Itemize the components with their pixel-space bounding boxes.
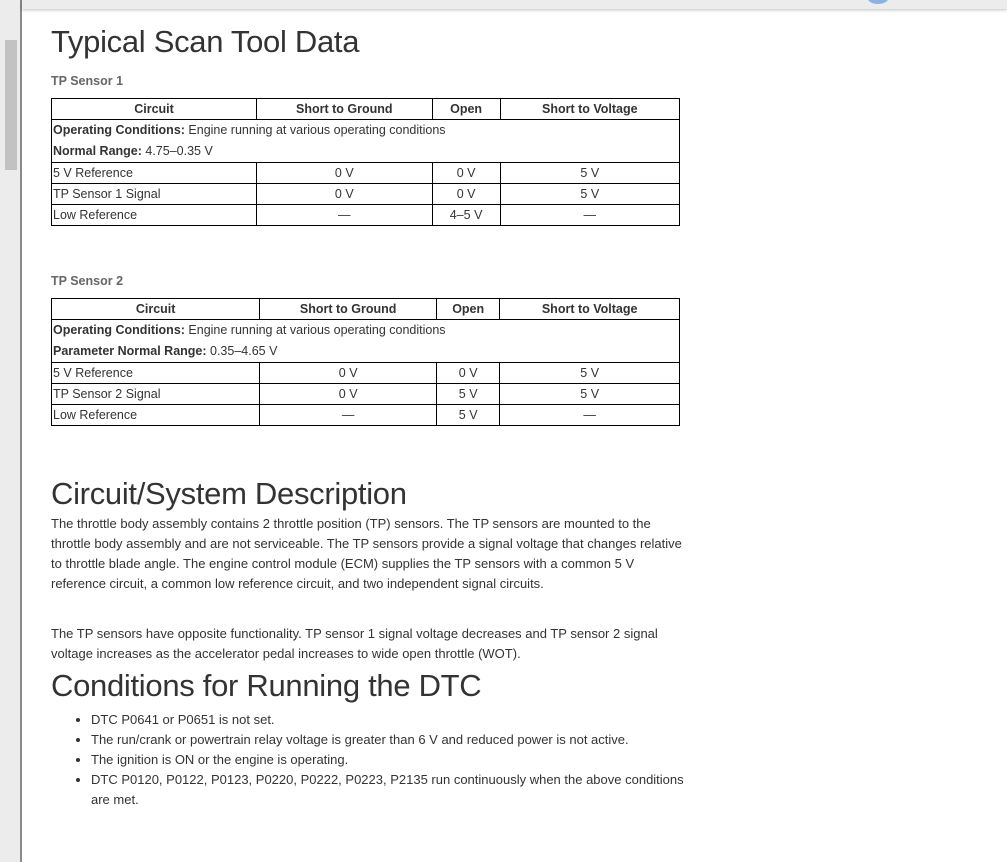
label: Operating Conditions: <box>53 323 185 337</box>
column-header: Short to Ground <box>260 299 437 320</box>
table-cell: 5 V <box>437 384 500 405</box>
table-row <box>52 163 680 184</box>
table-cell: 5 V Reference <box>52 163 257 184</box>
description-paragraph: The throttle body assembly contains 2 throttle position (TP) sensors. The TP sensors are mounted to the throttle body assembly and are not serviceable. The TP sensors provide a signal voltage that changes relative to throttle blade angle. The engine control module (ECM) supplies the TP sensors with a common 5 V reference circuit, a common low reference circuit, and two independent signal circuits. <box>51 516 682 591</box>
table-cell: Low Reference <box>52 205 257 226</box>
section-title-scan-data: Typical Scan Tool Data <box>51 24 360 59</box>
column-header: Open <box>432 99 500 120</box>
table-row <box>52 363 680 384</box>
label: Operating Conditions: <box>53 123 185 137</box>
column-header: Circuit <box>52 299 260 320</box>
table-cell: 5 V <box>437 405 500 426</box>
table-cell: 0 V <box>257 184 433 205</box>
scan-data-table <box>51 98 680 226</box>
scrollbar-thumb[interactable] <box>5 40 17 170</box>
table-cell: 5 V <box>500 384 680 405</box>
table-cell: 4–5 V <box>432 205 500 226</box>
operating-conditions <box>52 120 680 163</box>
table-cell: — <box>260 405 437 426</box>
table-cell: 5 V Reference <box>52 363 260 384</box>
column-header: Short to Voltage <box>500 99 679 120</box>
table-header-row <box>52 99 680 120</box>
list-item: • The run/crank or powertrain relay voltage is greater than 6 V and reduced power is not active. <box>91 730 691 750</box>
table-cell: — <box>500 405 680 426</box>
table-cell: TP Sensor 1 Signal <box>52 184 257 205</box>
table-row <box>52 184 680 205</box>
description-paragraph: The TP sensors have opposite functionality. TP sensor 1 signal voltage decreases and TP sensor 2 signal voltage increases as the accelerator pedal increases to wide open throttle (WOT). <box>51 626 658 661</box>
table-cell: 5 V <box>500 184 679 205</box>
table-cell: TP Sensor 2 Signal <box>52 384 260 405</box>
list-item: • DTC P0641 or P0651 is not set. <box>91 710 691 730</box>
column-header: Short to Ground <box>257 99 433 120</box>
table-title: TP Sensor 2 <box>51 274 124 288</box>
table-row <box>52 384 680 405</box>
table-cell: 0 V <box>437 363 500 384</box>
table-cell: 0 V <box>257 163 433 184</box>
operating-conditions <box>52 320 680 363</box>
column-header: Short to Voltage <box>500 299 680 320</box>
list-item: • DTC P0120, P0122, P0123, P0220, P0222, P0223, P2135 run continuously when the above conditions are met. <box>91 770 691 810</box>
toolbar-icon[interactable] <box>867 0 889 4</box>
table-row <box>52 405 680 426</box>
label: Normal Range: <box>53 144 142 158</box>
table-cell: 0 V <box>432 163 500 184</box>
value: Engine running at various operating conditions <box>184 123 446 137</box>
value: Engine running at various operating conditions <box>184 323 446 337</box>
table-cell: — <box>257 205 433 226</box>
section-title-description: Circuit/System Description <box>51 476 407 511</box>
column-header: Circuit <box>52 99 257 120</box>
table-title: TP Sensor 1 <box>51 74 124 88</box>
table-header-row <box>52 299 680 320</box>
conditions-list <box>51 710 691 810</box>
top-toolbar <box>22 0 1007 9</box>
table-cell: Low Reference <box>52 405 260 426</box>
table-cell: 5 V <box>500 363 680 384</box>
value: 0.35–4.65 V <box>206 344 278 358</box>
column-header: Open <box>437 299 500 320</box>
table-cell: 5 V <box>500 163 679 184</box>
scrollbar[interactable] <box>0 0 22 862</box>
table-cell: 0 V <box>432 184 500 205</box>
table-row <box>52 205 680 226</box>
table-cell: — <box>500 205 679 226</box>
section-title-conditions: Conditions for Running the DTC <box>51 668 482 703</box>
label: Parameter Normal Range: <box>53 344 207 358</box>
value: 4.75–0.35 V <box>141 144 213 158</box>
document-content <box>51 22 691 810</box>
scan-data-table <box>51 298 680 426</box>
table-cell: 0 V <box>260 384 437 405</box>
list-item: • The ignition is ON or the engine is operating. <box>91 750 691 770</box>
table-cell: 0 V <box>260 363 437 384</box>
